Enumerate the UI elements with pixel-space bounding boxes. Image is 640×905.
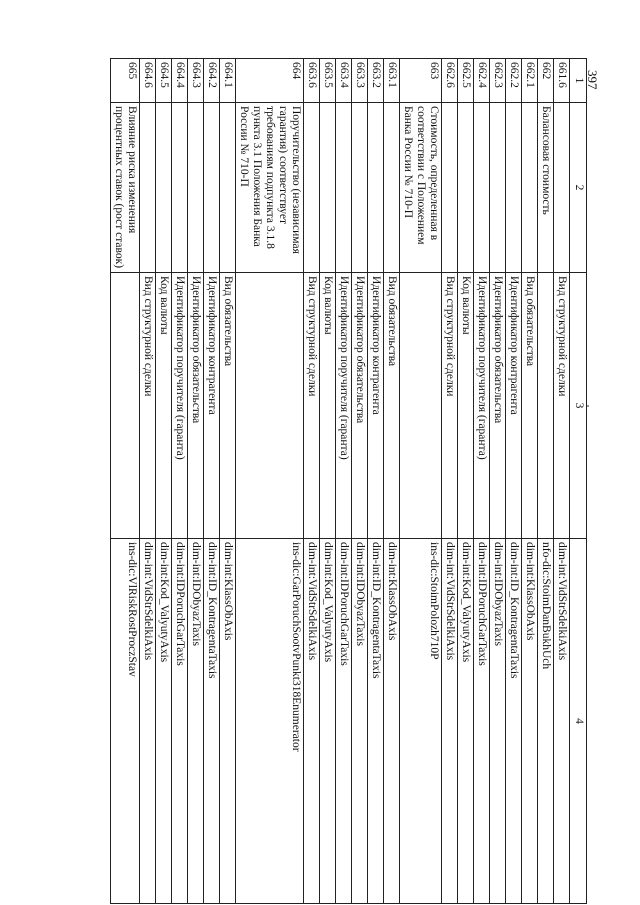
cell-id: 663.2 bbox=[368, 59, 384, 103]
cell-id: 663.5 bbox=[320, 59, 336, 103]
cell-id: 664.6 bbox=[140, 59, 156, 103]
table-row bbox=[368, 59, 384, 904]
table-row bbox=[204, 59, 220, 904]
cell-name bbox=[384, 103, 400, 273]
cell-code: dim-int:Kod_ValyutyAxis bbox=[320, 539, 336, 904]
cell-name bbox=[474, 103, 490, 273]
cell-desc bbox=[400, 273, 442, 539]
table-row bbox=[140, 59, 156, 904]
cell-code: nfo-dic:StoimDanBukhUch bbox=[538, 539, 554, 904]
cell-code: ins-dic:VlRiskRostProczStav bbox=[111, 539, 140, 904]
header-col-3: 3 bbox=[570, 273, 587, 539]
cell-code: dim-int:KlassObAxis bbox=[522, 539, 538, 904]
cell-desc: Вид структурной сделки bbox=[554, 273, 570, 539]
cell-desc: Идентификатор поручителя (гаранта) bbox=[172, 273, 188, 539]
cell-desc: Идентификатор поручителя (гаранта) bbox=[336, 273, 352, 539]
cell-desc: Идентификатор поручителя (гаранта) bbox=[474, 273, 490, 539]
cell-code: dim-int:VidStrSdelkiAxis bbox=[442, 539, 458, 904]
cell-id: 664.5 bbox=[156, 59, 172, 103]
page-number: 397 bbox=[585, 70, 600, 90]
cell-name bbox=[140, 103, 156, 273]
table-row bbox=[490, 59, 506, 904]
table-row bbox=[522, 59, 538, 904]
cell-id: 662.3 bbox=[490, 59, 506, 103]
table-row bbox=[172, 59, 188, 904]
cell-name bbox=[506, 103, 522, 273]
cell-desc: Вид структурной сделки bbox=[304, 273, 320, 539]
cell-desc: Идентификатор обязательства bbox=[352, 273, 368, 539]
table-row bbox=[506, 59, 522, 904]
cell-id: 665 bbox=[111, 59, 140, 103]
rotated-table-container bbox=[107, 58, 587, 903]
cell-code: dim-int:Kod_ValyutyAxis bbox=[156, 539, 172, 904]
cell-desc: Вид структурной сделки bbox=[140, 273, 156, 539]
cell-code: dim-int:KlassObAxis bbox=[384, 539, 400, 904]
cell-id: 662.6 bbox=[442, 59, 458, 103]
cell-name: Балансовая стоимость bbox=[538, 103, 554, 273]
header-col-1: 1 bbox=[570, 59, 587, 103]
cell-id: 661.6 bbox=[554, 59, 570, 103]
cell-desc: Идентификатор контрагента bbox=[204, 273, 220, 539]
cell-id: 662.5 bbox=[458, 59, 474, 103]
cell-name bbox=[442, 103, 458, 273]
cell-id: 663.1 bbox=[384, 59, 400, 103]
cell-id: 663.6 bbox=[304, 59, 320, 103]
cell-name bbox=[336, 103, 352, 273]
cell-code: dim-int:Kod_ValyutyAxis bbox=[458, 539, 474, 904]
table-row bbox=[384, 59, 400, 904]
cell-code: dim-int:IDObyazTaxis bbox=[352, 539, 368, 904]
cell-name bbox=[368, 103, 384, 273]
cell-code: dim-int:ID_KontragentaTaxis bbox=[204, 539, 220, 904]
cell-id: 662 bbox=[538, 59, 554, 103]
cell-desc: Код валюты bbox=[156, 273, 172, 539]
cell-id: 664.1 bbox=[220, 59, 236, 103]
cell-code: dim-int:IDPoruchGarTaxis bbox=[474, 539, 490, 904]
cell-name bbox=[220, 103, 236, 273]
table-row bbox=[442, 59, 458, 904]
cell-desc bbox=[236, 273, 304, 539]
cell-code: ins-dic:GarPoruchSootvPunkt318Enumerator bbox=[236, 539, 304, 904]
header-col-4: 4 bbox=[570, 539, 587, 904]
cell-desc: Вид обязательства bbox=[522, 273, 538, 539]
cell-name bbox=[156, 103, 172, 273]
cell-desc: Идентификатор обязательства bbox=[188, 273, 204, 539]
cell-code: dim-int:IDObyazTaxis bbox=[490, 539, 506, 904]
cell-id: 664.3 bbox=[188, 59, 204, 103]
header-col-2: 2 bbox=[570, 103, 587, 273]
cell-name: Влияние риска изменения процентных ставок (рост ставок) bbox=[111, 103, 140, 273]
data-table bbox=[110, 58, 587, 904]
cell-code: dim-int:VidStrSdelkiAxis bbox=[140, 539, 156, 904]
table-row bbox=[352, 59, 368, 904]
cell-name bbox=[554, 103, 570, 273]
cell-desc: Идентификатор контрагента bbox=[368, 273, 384, 539]
cell-desc: Код валюты bbox=[320, 273, 336, 539]
table-row bbox=[458, 59, 474, 904]
cell-code: dim-int:VidStrSdelkiAxis bbox=[554, 539, 570, 904]
cell-name: Стоимость, определенная в соответствии с Положением Банка России № 710-П bbox=[400, 103, 442, 273]
cell-name bbox=[490, 103, 506, 273]
cell-desc: Вид обязательства bbox=[220, 273, 236, 539]
cell-code: dim-int:ID_KontragentaTaxis bbox=[506, 539, 522, 904]
cell-name bbox=[320, 103, 336, 273]
cell-code: dim-int:IDPoruchGarTaxis bbox=[172, 539, 188, 904]
scan-speck bbox=[587, 405, 589, 407]
cell-code: dim-int:IDObyazTaxis bbox=[188, 539, 204, 904]
cell-code: dim-int:ID_KontragentaTaxis bbox=[368, 539, 384, 904]
table-row bbox=[236, 59, 304, 904]
cell-name bbox=[352, 103, 368, 273]
table-row bbox=[336, 59, 352, 904]
table-row bbox=[320, 59, 336, 904]
cell-code: dim-int:IDPoruchGarTaxis bbox=[336, 539, 352, 904]
table-row bbox=[188, 59, 204, 904]
cell-code: ins-dic:StoimPolozh710P bbox=[400, 539, 442, 904]
table-row bbox=[474, 59, 490, 904]
cell-name: Поручительство (независимая гарантия) соответствует требованиям подпункта 3.1.8 пункта 3.1 Положения Банка России № 710-П bbox=[236, 103, 304, 273]
cell-name bbox=[204, 103, 220, 273]
cell-name bbox=[304, 103, 320, 273]
cell-name bbox=[522, 103, 538, 273]
cell-desc: Идентификатор обязательства bbox=[490, 273, 506, 539]
cell-id: 663.3 bbox=[352, 59, 368, 103]
cell-id: 664 bbox=[236, 59, 304, 103]
table-header bbox=[570, 59, 587, 904]
cell-desc bbox=[538, 273, 554, 539]
table-row bbox=[538, 59, 554, 904]
cell-id: 664.4 bbox=[172, 59, 188, 103]
cell-name bbox=[458, 103, 474, 273]
cell-id: 662.2 bbox=[506, 59, 522, 103]
cell-name bbox=[188, 103, 204, 273]
table-row bbox=[400, 59, 442, 904]
cell-id: 662.1 bbox=[522, 59, 538, 103]
cell-code: dim-int:KlassObAxis bbox=[220, 539, 236, 904]
cell-id: 663 bbox=[400, 59, 442, 103]
table-row bbox=[156, 59, 172, 904]
cell-id: 664.2 bbox=[204, 59, 220, 103]
table-body bbox=[111, 59, 570, 904]
table-row bbox=[554, 59, 570, 904]
table-row bbox=[304, 59, 320, 904]
cell-desc bbox=[111, 273, 140, 539]
cell-desc: Вид структурной сделки bbox=[442, 273, 458, 539]
cell-id: 663.4 bbox=[336, 59, 352, 103]
cell-desc: Код валюты bbox=[458, 273, 474, 539]
table-row bbox=[220, 59, 236, 904]
cell-name bbox=[172, 103, 188, 273]
cell-desc: Идентификатор контрагента bbox=[506, 273, 522, 539]
cell-desc: Вид обязательства bbox=[384, 273, 400, 539]
cell-code: dim-int:VidStrSdelkiAxis bbox=[304, 539, 320, 904]
cell-id: 662.4 bbox=[474, 59, 490, 103]
table-row bbox=[111, 59, 140, 904]
